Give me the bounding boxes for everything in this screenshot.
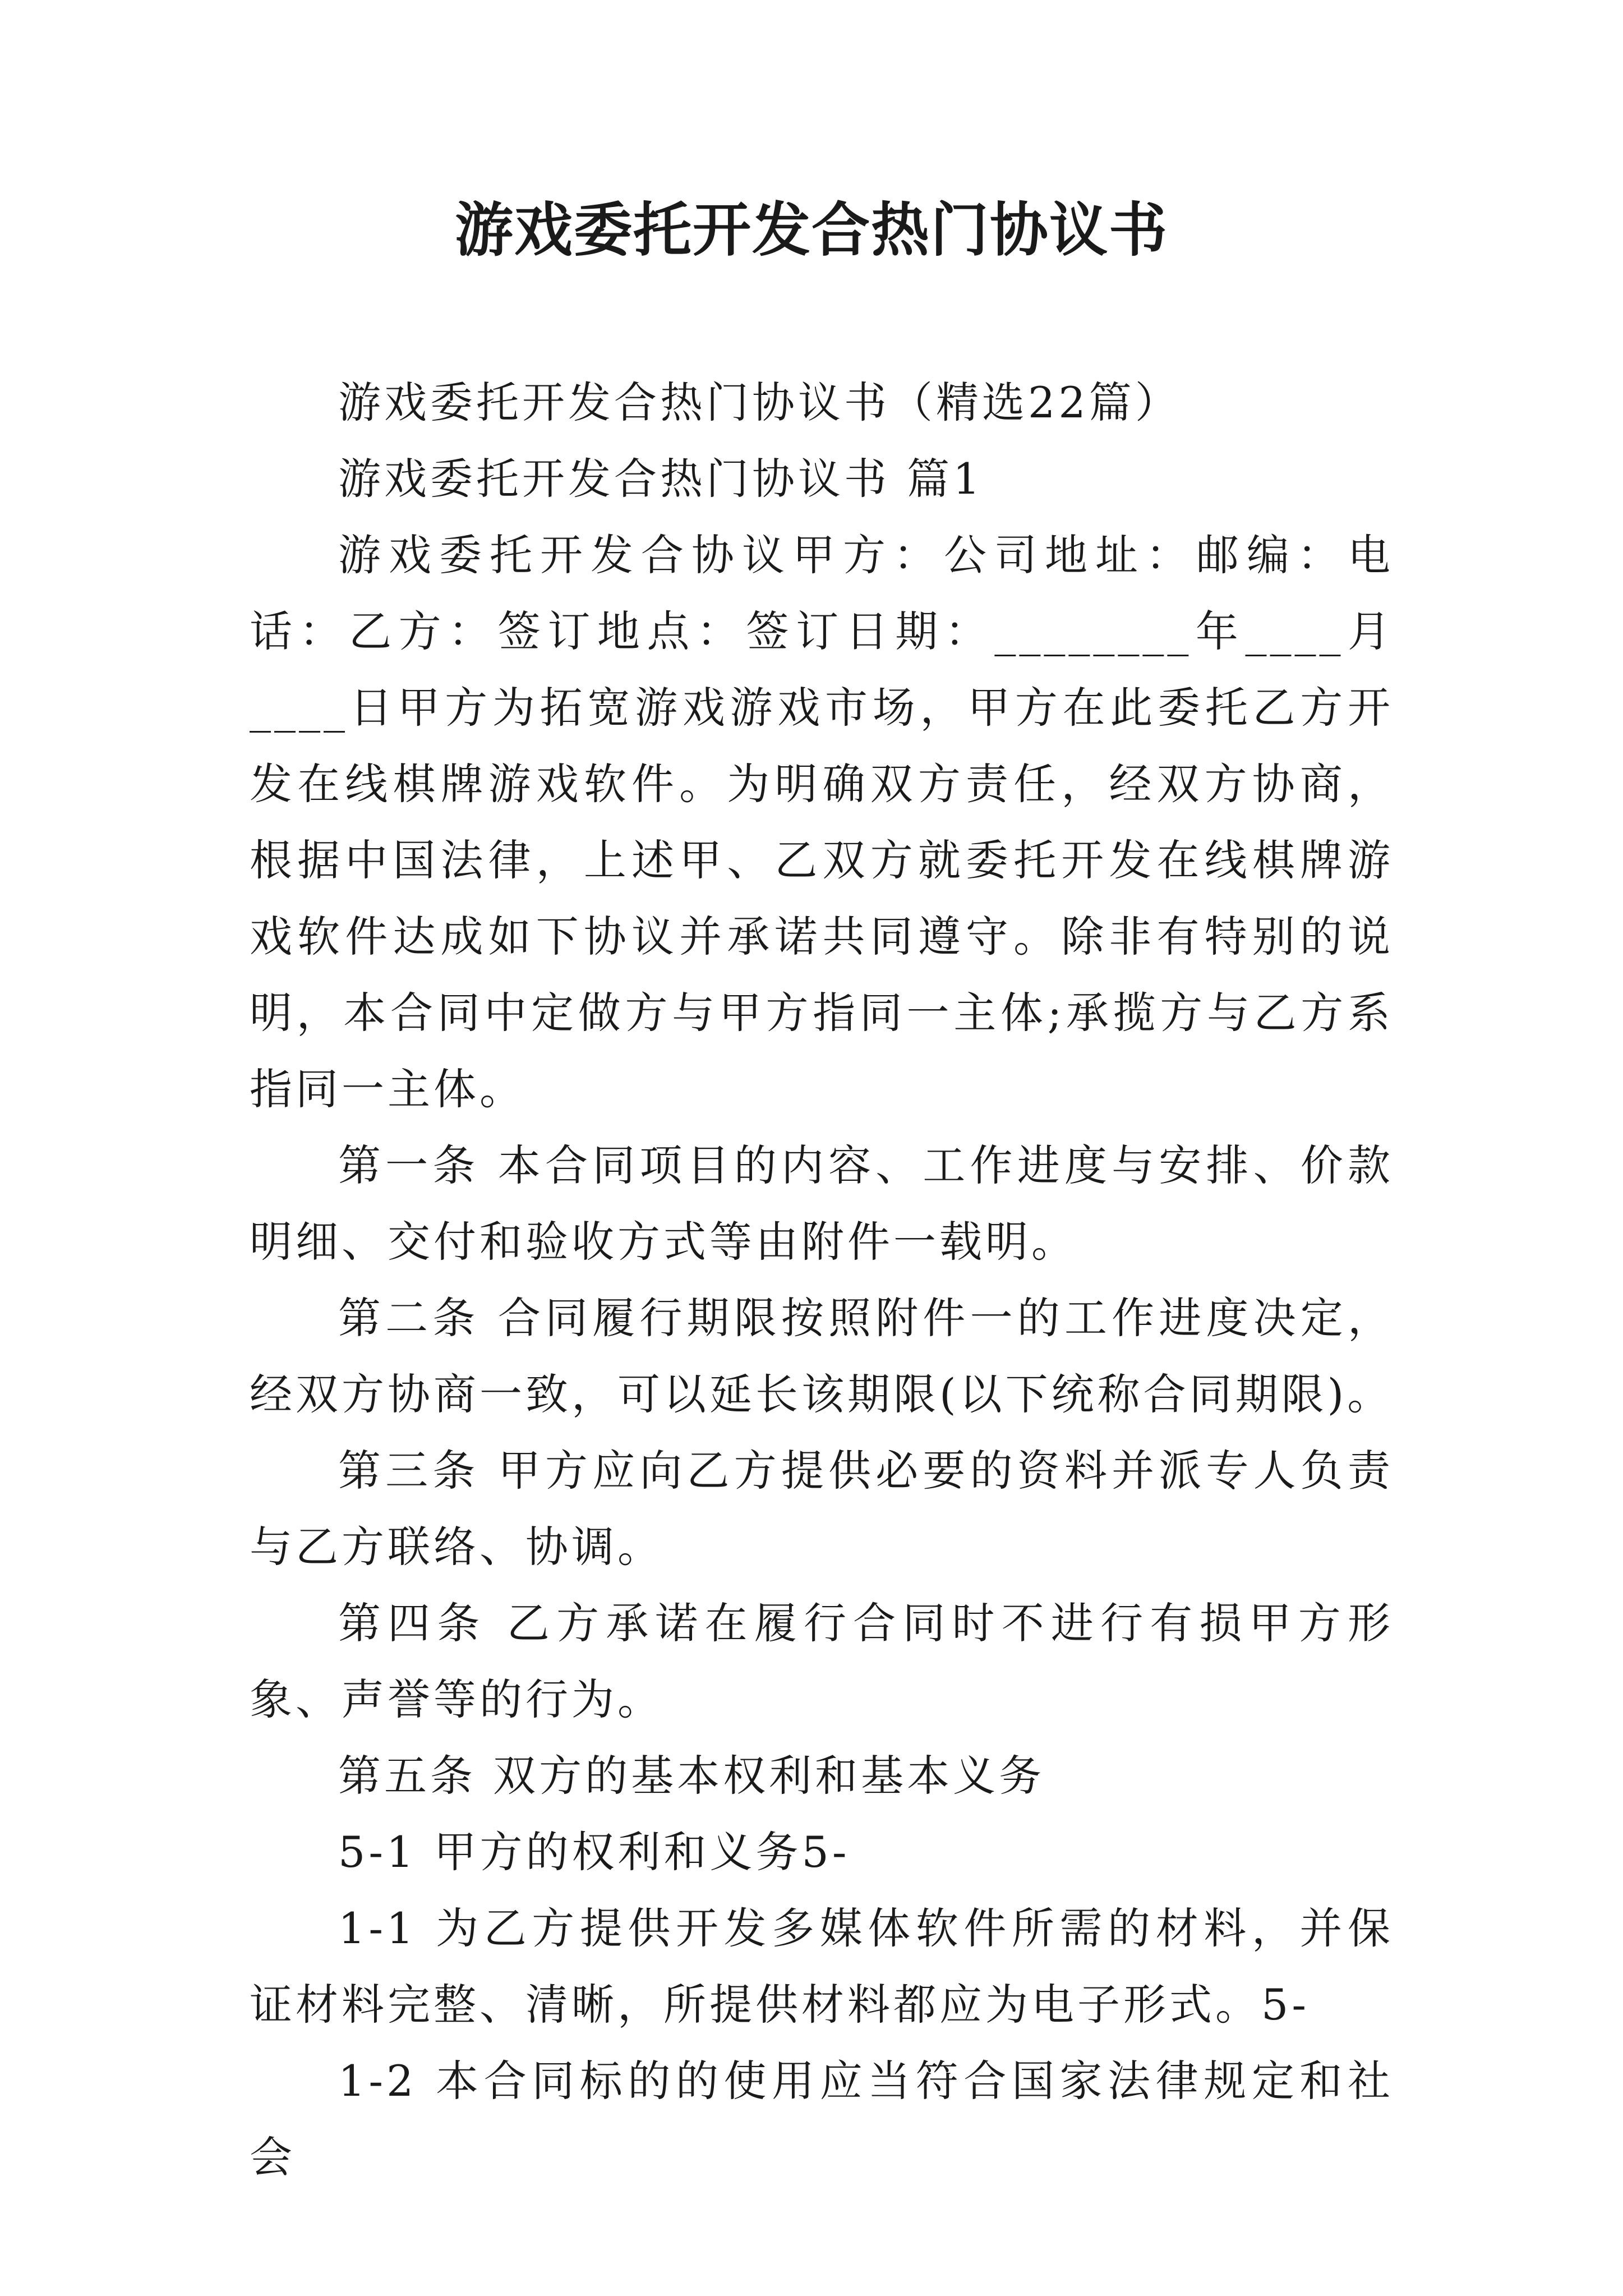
paragraph-article-5: 第五条 双方的基本权利和基本义务 — [338, 1751, 1045, 1801]
paragraph-article-2: 第二条 合同履行期限按照附件一的工作进度决定，经双方协商一致，可以延长该期限(以下统称合同期限)。 — [250, 1293, 1394, 1419]
document-body — [250, 365, 1394, 2196]
paragraph-clause-1-1: 1-1 为乙方提供开发多媒体软件所需的材料，并保证材料完整、清晰，所提供材料都应为电子形式。5- — [250, 1903, 1394, 2030]
paragraph-article-3: 第三条 甲方应向乙方提供必要的资料并派专人负责与乙方联络、协调。 — [250, 1446, 1394, 1572]
document-title: 游戏委托开发合热门协议书 — [454, 195, 1168, 264]
paragraph-preamble: 游戏委托开发合协议甲方：公司地址：邮编：电话：乙方：签订地点：签订日期：________年____月____日甲方为拓宽游戏游戏市场，甲方在此委托乙方开发在线棋牌游戏软件。为明确双方责任，经双方协商，根据中国法律，上述甲、乙双方就委托开发在线棋牌游戏软件达成如下协议并承诺共同遵守。除非有特别的说明，本合同中定做方与甲方指同一主体;承揽方与乙方系指同一主体。 — [250, 530, 1394, 1114]
paragraph-clause-5-1: 5-1 甲方的权利和义务5- — [338, 1827, 850, 1877]
paragraph-article-1: 第一条 本合同项目的内容、工作进度与安排、价款明细、交付和验收方式等由附件一载明。 — [250, 1140, 1394, 1267]
paragraph-clause-1-2: 1-2 本合同标的的使用应当符合国家法律规定和社会 — [250, 2056, 1394, 2182]
paragraph-article-4: 第四条 乙方承诺在履行合同时不进行有损甲方形象、声誉等的行为。 — [250, 1598, 1394, 1724]
paragraph-subtitle: 游戏委托开发合热门协议书（精选22篇） — [338, 378, 1181, 427]
paragraph-section-heading: 游戏委托开发合热门协议书 篇1 — [338, 454, 984, 504]
